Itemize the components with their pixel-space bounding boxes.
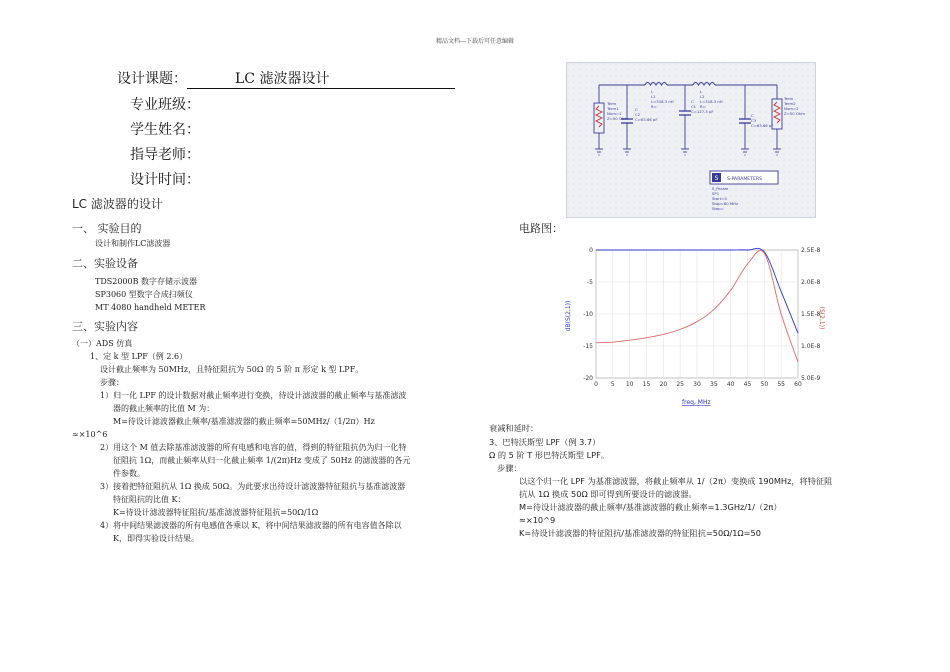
c3-label-1: C3 (751, 118, 757, 123)
c3-label-0: C (751, 113, 754, 118)
topic-value: LC 滤波器设计 (187, 68, 455, 89)
c1-label-0: C (691, 99, 694, 104)
l1-label-0: L (651, 89, 654, 94)
bw-step-formula: M=待设计滤波器的截止频率/基准滤波器的截止频率=1.3GHz/1/（2π） (519, 502, 782, 512)
x-tick-label: 55 (777, 381, 785, 388)
equipment-item-1: TDS2000B 数字存储示波器 (95, 277, 198, 286)
term1-label-3: Z=50 Ohm (607, 116, 628, 121)
c1-label-1: C1 (691, 104, 697, 109)
sparam-label-3: Stop=60 MHz (712, 201, 738, 206)
x-tick-label: 10 (625, 381, 634, 388)
l1-label-1: L1 (651, 94, 656, 99)
ads-sim-subtitle: （一）ADS 仿真 (72, 339, 133, 348)
design-time-label: 设计时间： (130, 172, 200, 188)
left-tick-label: -5 (587, 279, 593, 286)
page-header-note: 精品文档---下载后可任意编辑 (435, 38, 515, 45)
sparameters-block (710, 171, 778, 184)
term2-label-0: Term (784, 96, 794, 101)
l2-label-2: L=318.3 nH (700, 99, 723, 104)
svg-text:S: S (714, 175, 719, 182)
c2-label-1: C2 (635, 112, 641, 117)
x-tick-label: 20 (659, 381, 668, 388)
l2-label-1: L2 (700, 94, 705, 99)
right-axis-label: (S(2,1)) (818, 306, 825, 330)
left-tick-label: 0 (589, 247, 593, 254)
term2-label-3: Z=50 Ohm (784, 111, 805, 116)
c1-label-2: C=127.3 pF (691, 109, 714, 114)
approx-value: ≈×10^6 (72, 430, 108, 439)
l2-label-0: L (700, 89, 703, 94)
constk-lpf-desc: 设计截止频率为 50MHz，且特征阻抗为 50Ω 的 5 阶 π 形定 k 型 LPF。 (100, 365, 364, 374)
class-label: 专业班级： (130, 97, 200, 113)
step-3-formula: K=待设计滤波器特征阻抗/基准滤波器特征阻抗=50Ω/1Ω (113, 508, 319, 517)
step-2-line-c: 件参数。 (113, 469, 145, 478)
equipment-item-3: MT 4080 handheld METER (95, 303, 206, 312)
l1-label-2: L=318.3 nH (651, 99, 674, 104)
term2-label-2: Num=2 (784, 106, 799, 111)
butterworth-desc: Ω 的 5 阶 T 形巴特沃斯型 LPF。 (489, 450, 609, 460)
bw-step-line-b: 抗从 1Ω 换成 50Ω 即可得到所要设计的滤波器。 (519, 489, 697, 499)
butterworth-item: 3、巴特沃斯型 LPF（例 3.7） (489, 437, 601, 447)
step-2-line-b: 征阻抗 1Ω，而截止频率从归一化截止频率 1/(2π)Hz 变成了 50Hz 的滤波器的各元 (113, 456, 411, 465)
step-4-line-b: K，即得实验设计结果。 (113, 534, 199, 543)
step-4-line-a: 4）将中间结果滤波器的所有电感值各乘以 K，将中间结果滤波器的所有电容值各除以 (100, 521, 402, 530)
schematic-svg (567, 63, 815, 217)
topic-label: 设计课题： (117, 71, 187, 87)
steps-label-left: 步骤： (100, 378, 124, 387)
step-2-line-a: 2）用这个 M 值去除基准滤波器的所有电感和电容的值，得到的特征阻抗仍为归一化特 (100, 443, 407, 452)
left-tick-label: -10 (583, 311, 593, 318)
term1-label-0: Term (607, 101, 617, 106)
term1-label-2: Num=1 (607, 111, 622, 116)
teacher-label: 指导老师： (130, 147, 200, 163)
l2-label-3: R= (700, 104, 706, 109)
section-3-title: 三、实验内容 (72, 320, 138, 333)
x-tick-label: 60 (794, 381, 802, 388)
c3-label-2: C=63.66 pF (751, 123, 774, 128)
circuit-label: 电路图： (519, 222, 563, 235)
atten-delay-label: 衰减和延时： (489, 423, 539, 433)
sparam-label-0: S_Param (712, 186, 729, 191)
bw-step-approx: ≈×10^9 (519, 515, 556, 525)
sparam-title: S-PARAMETERS (727, 177, 763, 182)
student-name-label: 学生姓名： (130, 122, 200, 138)
step-1-line-a: 1）归一化 LPF 的设计数据对截止频率进行变换，待设计滤波器的截止频率与基准滤波 (100, 391, 407, 400)
lpf-schematic (566, 62, 816, 218)
sparam-label-2: Start=0 (712, 196, 727, 201)
c2-label-2: C=63.66 pF (635, 117, 658, 122)
right-tick-label: 2.5E-8 (801, 247, 821, 254)
bw-step-line-a: 以这个归一化 LPF 为基准滤波器，将截止频率从 1/（2π）变换成 190MHz，将特征阻 (519, 476, 833, 486)
section-2-title: 二、实验设备 (72, 257, 138, 270)
left-tick-label: -15 (583, 343, 593, 350)
x-tick-label: 0 (594, 381, 598, 388)
x-tick-label: 45 (743, 381, 752, 388)
right-tick-label: 2.0E-8 (801, 279, 821, 286)
sparam-label-4: Step= (712, 206, 724, 211)
l1-label-3: R= (651, 104, 657, 109)
bw-step-k: K=待设计滤波器的特征阻抗/基准滤波器的特征阻抗=50Ω/1Ω=50 (519, 528, 761, 538)
x-tick-label: 50 (760, 381, 769, 388)
doc-title: LC 滤波器的设计 (72, 197, 163, 211)
x-tick-label: 35 (710, 381, 718, 388)
x-axis-label: freq, MHz (682, 399, 711, 406)
step-3-line-b: 特征阻抗的比值 K： (113, 495, 186, 504)
x-tick-label: 40 (726, 381, 735, 388)
x-tick-label: 30 (693, 381, 701, 388)
sparam-label-1: SP1 (712, 191, 720, 196)
section-1-title: 一、 实验目的 (72, 222, 142, 235)
steps-label-right: 步骤： (497, 463, 522, 473)
term2-label-1: Term2 (784, 101, 796, 106)
section-1-body: 设计和制作LC滤波器 (95, 239, 171, 248)
equipment-item-2: SP3060 型数字合成扫频仪 (95, 290, 193, 299)
step-1-line-b: 器的截止频率的比值 M 为： (113, 404, 215, 413)
topic-row (117, 68, 455, 89)
right-tick-label: 1.0E-8 (801, 343, 821, 350)
c2-label-0: C (635, 107, 638, 112)
term1-label-1: Term1 (607, 106, 619, 111)
x-tick-label: 25 (676, 381, 684, 388)
step-1-formula: M=待设计滤波器截止频率/基准滤波器的截止频率=50MHz/（1/2π）Hz (113, 417, 375, 426)
x-tick-label: 5 (610, 381, 615, 388)
left-axis-label: dB(S(2,1)) (565, 300, 572, 332)
right-tick-label: 5.0E-9 (801, 375, 821, 382)
plot-svg (562, 244, 824, 408)
constk-lpf-item: 1、定 k 型 LPF（例 2.6） (90, 352, 188, 361)
step-3-line-a: 3）接着把特征阻抗从 1Ω 换成 50Ω。为此要求出待设计滤波器特征阻抗与基准滤波器 (100, 482, 406, 491)
left-tick-label: -20 (583, 375, 593, 382)
x-tick-label: 15 (642, 381, 651, 388)
right-tick-label: 1.5E-8 (801, 311, 821, 318)
s21-delay-plot (562, 244, 824, 408)
